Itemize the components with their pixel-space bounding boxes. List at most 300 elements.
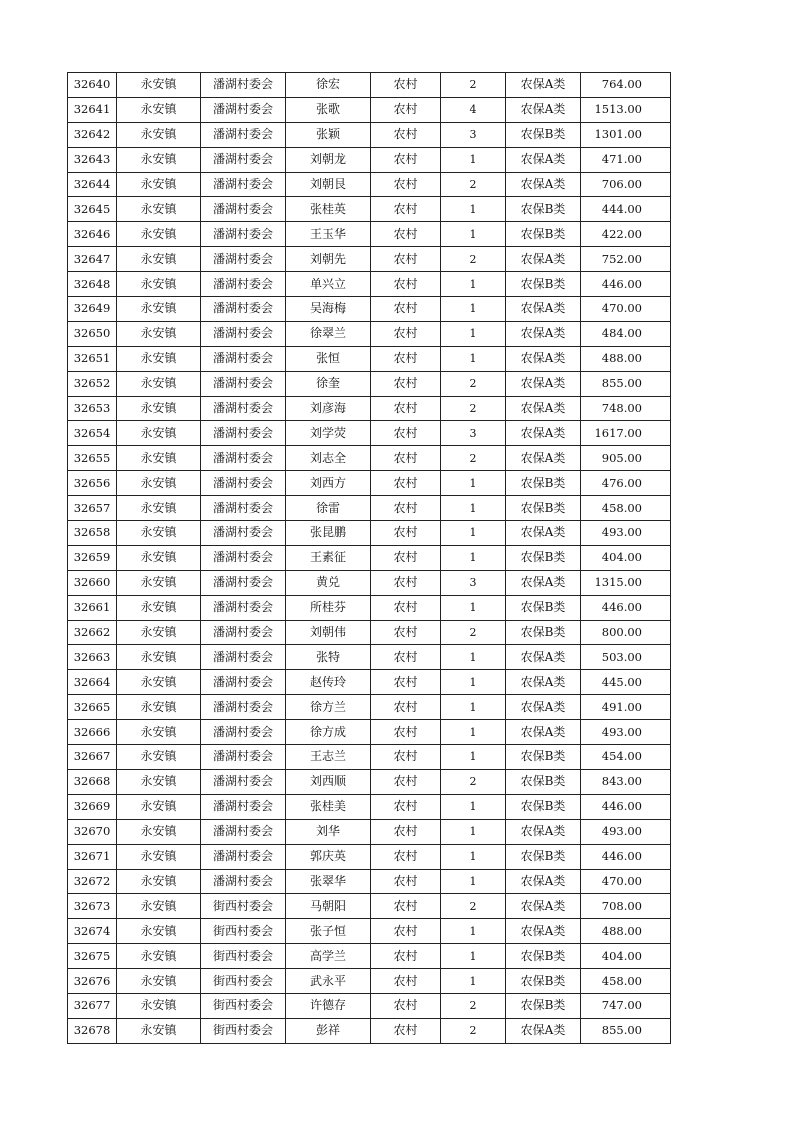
residence-type-cell: 农村 — [371, 545, 441, 570]
insurance-category-cell: 农保B类 — [506, 197, 581, 222]
residence-type-cell: 农村 — [371, 122, 441, 147]
insurance-category-cell: 农保A类 — [506, 73, 581, 98]
table-row — [68, 894, 671, 919]
insurance-category-cell: 农保A类 — [506, 869, 581, 894]
insurance-category-cell: 农保B类 — [506, 496, 581, 521]
record-id-cell: 32676 — [68, 969, 117, 994]
record-id-cell: 32653 — [68, 396, 117, 421]
insurance-category-cell: 农保A类 — [506, 919, 581, 944]
residence-type-cell: 农村 — [371, 844, 441, 869]
town-cell: 永安镇 — [117, 272, 201, 297]
village-committee-cell: 潘湖村委会 — [201, 695, 286, 720]
person-name-cell: 徐雷 — [286, 496, 371, 521]
household-count-cell: 1 — [441, 595, 506, 620]
village-committee-cell: 潘湖村委会 — [201, 769, 286, 794]
person-name-cell: 刘朝龙 — [286, 147, 371, 172]
residence-type-cell: 农村 — [371, 794, 441, 819]
residence-type-cell: 农村 — [371, 670, 441, 695]
amount-cell: 446.00 — [581, 844, 671, 869]
table-row — [68, 446, 671, 471]
record-id-cell: 32654 — [68, 421, 117, 446]
village-committee-cell: 潘湖村委会 — [201, 147, 286, 172]
amount-cell: 493.00 — [581, 521, 671, 546]
insurance-category-cell: 农保B类 — [506, 969, 581, 994]
residence-type-cell: 农村 — [371, 172, 441, 197]
village-committee-cell: 潘湖村委会 — [201, 496, 286, 521]
residence-type-cell: 农村 — [371, 745, 441, 770]
table-row — [68, 819, 671, 844]
residence-type-cell: 农村 — [371, 969, 441, 994]
table-row — [68, 321, 671, 346]
record-id-cell: 32645 — [68, 197, 117, 222]
insurance-category-cell: 农保A类 — [506, 247, 581, 272]
village-committee-cell: 街西村委会 — [201, 919, 286, 944]
person-name-cell: 刘西顺 — [286, 769, 371, 794]
record-id-cell: 32648 — [68, 272, 117, 297]
town-cell: 永安镇 — [117, 844, 201, 869]
household-count-cell: 3 — [441, 570, 506, 595]
amount-cell: 446.00 — [581, 272, 671, 297]
insurance-category-cell: 农保A类 — [506, 894, 581, 919]
table-row — [68, 645, 671, 670]
record-id-cell: 32671 — [68, 844, 117, 869]
record-id-cell: 32669 — [68, 794, 117, 819]
town-cell: 永安镇 — [117, 73, 201, 98]
town-cell: 永安镇 — [117, 222, 201, 247]
table-row — [68, 122, 671, 147]
insurance-category-cell: 农保B类 — [506, 545, 581, 570]
insurance-category-cell: 农保B类 — [506, 944, 581, 969]
household-count-cell: 2 — [441, 172, 506, 197]
residence-type-cell: 农村 — [371, 73, 441, 98]
residence-type-cell: 农村 — [371, 147, 441, 172]
record-id-cell: 32646 — [68, 222, 117, 247]
town-cell: 永安镇 — [117, 969, 201, 994]
insurance-category-cell: 农保B类 — [506, 620, 581, 645]
town-cell: 永安镇 — [117, 147, 201, 172]
village-committee-cell: 街西村委会 — [201, 969, 286, 994]
village-committee-cell: 潘湖村委会 — [201, 222, 286, 247]
town-cell: 永安镇 — [117, 122, 201, 147]
village-committee-cell: 潘湖村委会 — [201, 73, 286, 98]
household-count-cell: 1 — [441, 496, 506, 521]
insurance-category-cell: 农保A类 — [506, 720, 581, 745]
town-cell: 永安镇 — [117, 769, 201, 794]
record-id-cell: 32674 — [68, 919, 117, 944]
table-row — [68, 844, 671, 869]
household-count-cell: 3 — [441, 122, 506, 147]
town-cell: 永安镇 — [117, 944, 201, 969]
amount-cell: 446.00 — [581, 794, 671, 819]
record-id-cell: 32663 — [68, 645, 117, 670]
household-count-cell: 1 — [441, 919, 506, 944]
residence-type-cell: 农村 — [371, 869, 441, 894]
insurance-category-cell: 农保B类 — [506, 595, 581, 620]
insurance-category-cell: 农保A类 — [506, 446, 581, 471]
household-count-cell: 1 — [441, 222, 506, 247]
table-row — [68, 297, 671, 322]
record-id-cell: 32670 — [68, 819, 117, 844]
record-id-cell: 32677 — [68, 993, 117, 1018]
village-committee-cell: 潘湖村委会 — [201, 97, 286, 122]
village-committee-cell: 潘湖村委会 — [201, 371, 286, 396]
person-name-cell: 徐宏 — [286, 73, 371, 98]
record-id-cell: 32660 — [68, 570, 117, 595]
record-id-cell: 32641 — [68, 97, 117, 122]
person-name-cell: 赵传玲 — [286, 670, 371, 695]
person-name-cell: 吴海梅 — [286, 297, 371, 322]
table-row — [68, 346, 671, 371]
household-count-cell: 1 — [441, 844, 506, 869]
household-count-cell: 1 — [441, 969, 506, 994]
record-id-cell: 32650 — [68, 321, 117, 346]
table-row — [68, 97, 671, 122]
record-id-cell: 32665 — [68, 695, 117, 720]
residence-type-cell: 农村 — [371, 819, 441, 844]
person-name-cell: 刘华 — [286, 819, 371, 844]
amount-cell: 444.00 — [581, 197, 671, 222]
insurance-category-cell: 农保A类 — [506, 645, 581, 670]
table-row — [68, 197, 671, 222]
household-count-cell: 1 — [441, 745, 506, 770]
village-committee-cell: 潘湖村委会 — [201, 321, 286, 346]
residence-type-cell: 农村 — [371, 645, 441, 670]
table-row — [68, 595, 671, 620]
table-row — [68, 993, 671, 1018]
person-name-cell: 张翠华 — [286, 869, 371, 894]
person-name-cell: 张桂英 — [286, 197, 371, 222]
residence-type-cell: 农村 — [371, 222, 441, 247]
amount-cell: 1513.00 — [581, 97, 671, 122]
household-count-cell: 2 — [441, 1018, 506, 1043]
amount-cell: 503.00 — [581, 645, 671, 670]
insurance-category-cell: 农保A类 — [506, 670, 581, 695]
village-committee-cell: 潘湖村委会 — [201, 396, 286, 421]
person-name-cell: 徐奎 — [286, 371, 371, 396]
person-name-cell: 刘朝伟 — [286, 620, 371, 645]
household-count-cell: 1 — [441, 521, 506, 546]
record-id-cell: 32664 — [68, 670, 117, 695]
town-cell: 永安镇 — [117, 695, 201, 720]
person-name-cell: 张恒 — [286, 346, 371, 371]
table-row — [68, 944, 671, 969]
amount-cell: 488.00 — [581, 919, 671, 944]
amount-cell: 404.00 — [581, 944, 671, 969]
residence-type-cell: 农村 — [371, 297, 441, 322]
table-row — [68, 769, 671, 794]
town-cell: 永安镇 — [117, 371, 201, 396]
town-cell: 永安镇 — [117, 496, 201, 521]
insurance-category-cell: 农保A类 — [506, 1018, 581, 1043]
record-id-cell: 32655 — [68, 446, 117, 471]
household-count-cell: 1 — [441, 297, 506, 322]
town-cell: 永安镇 — [117, 421, 201, 446]
town-cell: 永安镇 — [117, 446, 201, 471]
village-committee-cell: 潘湖村委会 — [201, 869, 286, 894]
amount-cell: 488.00 — [581, 346, 671, 371]
table-row — [68, 720, 671, 745]
insurance-category-cell: 农保A类 — [506, 521, 581, 546]
household-count-cell: 1 — [441, 819, 506, 844]
amount-cell: 458.00 — [581, 496, 671, 521]
amount-cell: 454.00 — [581, 745, 671, 770]
village-committee-cell: 潘湖村委会 — [201, 819, 286, 844]
residence-type-cell: 农村 — [371, 446, 441, 471]
household-count-cell: 2 — [441, 247, 506, 272]
residence-type-cell: 农村 — [371, 769, 441, 794]
table-row — [68, 570, 671, 595]
amount-cell: 843.00 — [581, 769, 671, 794]
person-name-cell: 王志兰 — [286, 745, 371, 770]
amount-cell: 747.00 — [581, 993, 671, 1018]
amount-cell: 1617.00 — [581, 421, 671, 446]
residence-type-cell: 农村 — [371, 247, 441, 272]
household-count-cell: 2 — [441, 993, 506, 1018]
record-id-cell: 32678 — [68, 1018, 117, 1043]
person-name-cell: 武永平 — [286, 969, 371, 994]
table-row — [68, 794, 671, 819]
village-committee-cell: 潘湖村委会 — [201, 844, 286, 869]
table-row — [68, 745, 671, 770]
person-name-cell: 单兴立 — [286, 272, 371, 297]
amount-cell: 708.00 — [581, 894, 671, 919]
household-count-cell: 1 — [441, 147, 506, 172]
residence-type-cell: 农村 — [371, 570, 441, 595]
amount-cell: 1315.00 — [581, 570, 671, 595]
table-row — [68, 371, 671, 396]
residence-type-cell: 农村 — [371, 620, 441, 645]
person-name-cell: 刘朝先 — [286, 247, 371, 272]
record-id-cell: 32675 — [68, 944, 117, 969]
amount-cell: 422.00 — [581, 222, 671, 247]
household-count-cell: 1 — [441, 670, 506, 695]
record-id-cell: 32673 — [68, 894, 117, 919]
household-count-cell: 1 — [441, 545, 506, 570]
town-cell: 永安镇 — [117, 1018, 201, 1043]
household-count-cell: 3 — [441, 421, 506, 446]
insurance-category-cell: 农保A类 — [506, 172, 581, 197]
record-id-cell: 32666 — [68, 720, 117, 745]
table-row — [68, 919, 671, 944]
residence-type-cell: 农村 — [371, 471, 441, 496]
residence-type-cell: 农村 — [371, 720, 441, 745]
residence-type-cell: 农村 — [371, 496, 441, 521]
amount-cell: 855.00 — [581, 1018, 671, 1043]
village-committee-cell: 街西村委会 — [201, 1018, 286, 1043]
amount-cell: 905.00 — [581, 446, 671, 471]
town-cell: 永安镇 — [117, 819, 201, 844]
residence-type-cell: 农村 — [371, 894, 441, 919]
town-cell: 永安镇 — [117, 172, 201, 197]
town-cell: 永安镇 — [117, 645, 201, 670]
record-id-cell: 32672 — [68, 869, 117, 894]
insurance-category-cell: 农保A类 — [506, 346, 581, 371]
table-row — [68, 969, 671, 994]
insurance-category-cell: 农保B类 — [506, 794, 581, 819]
village-committee-cell: 潘湖村委会 — [201, 521, 286, 546]
village-committee-cell: 潘湖村委会 — [201, 297, 286, 322]
record-id-cell: 32649 — [68, 297, 117, 322]
amount-cell: 404.00 — [581, 545, 671, 570]
record-id-cell: 32659 — [68, 545, 117, 570]
household-count-cell: 2 — [441, 769, 506, 794]
village-committee-cell: 潘湖村委会 — [201, 620, 286, 645]
person-name-cell: 张特 — [286, 645, 371, 670]
amount-cell: 445.00 — [581, 670, 671, 695]
town-cell: 永安镇 — [117, 919, 201, 944]
person-name-cell: 刘学荧 — [286, 421, 371, 446]
town-cell: 永安镇 — [117, 595, 201, 620]
person-name-cell: 徐翠兰 — [286, 321, 371, 346]
record-id-cell: 32658 — [68, 521, 117, 546]
town-cell: 永安镇 — [117, 471, 201, 496]
town-cell: 永安镇 — [117, 197, 201, 222]
residence-type-cell: 农村 — [371, 346, 441, 371]
insurance-category-cell: 农保A类 — [506, 371, 581, 396]
amount-cell: 800.00 — [581, 620, 671, 645]
amount-cell: 748.00 — [581, 396, 671, 421]
town-cell: 永安镇 — [117, 869, 201, 894]
table-row — [68, 272, 671, 297]
village-committee-cell: 潘湖村委会 — [201, 645, 286, 670]
household-count-cell: 1 — [441, 944, 506, 969]
household-count-cell: 1 — [441, 869, 506, 894]
person-name-cell: 许德存 — [286, 993, 371, 1018]
village-committee-cell: 潘湖村委会 — [201, 570, 286, 595]
amount-cell: 1301.00 — [581, 122, 671, 147]
household-count-cell: 2 — [441, 446, 506, 471]
person-name-cell: 张桂美 — [286, 794, 371, 819]
amount-cell: 855.00 — [581, 371, 671, 396]
table-row — [68, 545, 671, 570]
town-cell: 永安镇 — [117, 521, 201, 546]
insurance-category-cell: 农保A类 — [506, 570, 581, 595]
person-name-cell: 马朝阳 — [286, 894, 371, 919]
record-id-cell: 32661 — [68, 595, 117, 620]
person-name-cell: 张颖 — [286, 122, 371, 147]
person-name-cell: 刘志全 — [286, 446, 371, 471]
person-name-cell: 黄兑 — [286, 570, 371, 595]
record-id-cell: 32657 — [68, 496, 117, 521]
residence-type-cell: 农村 — [371, 421, 441, 446]
village-committee-cell: 潘湖村委会 — [201, 346, 286, 371]
residence-type-cell: 农村 — [371, 595, 441, 620]
household-count-cell: 1 — [441, 272, 506, 297]
village-committee-cell: 街西村委会 — [201, 894, 286, 919]
table-row — [68, 73, 671, 98]
insurance-category-cell: 农保B类 — [506, 222, 581, 247]
person-name-cell: 张昆鹏 — [286, 521, 371, 546]
person-name-cell: 郭庆英 — [286, 844, 371, 869]
record-id-cell: 32642 — [68, 122, 117, 147]
residence-type-cell: 农村 — [371, 321, 441, 346]
residence-type-cell: 农村 — [371, 1018, 441, 1043]
town-cell: 永安镇 — [117, 570, 201, 595]
person-name-cell: 王玉华 — [286, 222, 371, 247]
town-cell: 永安镇 — [117, 620, 201, 645]
person-name-cell: 刘朝艮 — [286, 172, 371, 197]
residence-type-cell: 农村 — [371, 695, 441, 720]
insurance-category-cell: 农保B类 — [506, 122, 581, 147]
table-row — [68, 695, 671, 720]
table-row — [68, 421, 671, 446]
person-name-cell: 高学兰 — [286, 944, 371, 969]
village-committee-cell: 街西村委会 — [201, 944, 286, 969]
town-cell: 永安镇 — [117, 545, 201, 570]
table-row — [68, 247, 671, 272]
residence-type-cell: 农村 — [371, 272, 441, 297]
insurance-category-cell: 农保A类 — [506, 297, 581, 322]
village-committee-cell: 潘湖村委会 — [201, 670, 286, 695]
household-count-cell: 2 — [441, 894, 506, 919]
table-row — [68, 1018, 671, 1043]
household-count-cell: 1 — [441, 346, 506, 371]
insurance-category-cell: 农保A类 — [506, 396, 581, 421]
person-name-cell: 刘西方 — [286, 471, 371, 496]
insurance-category-cell: 农保A类 — [506, 147, 581, 172]
benefit-table — [67, 72, 671, 1044]
record-id-cell: 32662 — [68, 620, 117, 645]
table-row — [68, 670, 671, 695]
table-body — [68, 73, 671, 1044]
record-id-cell: 32667 — [68, 745, 117, 770]
village-committee-cell: 潘湖村委会 — [201, 247, 286, 272]
household-count-cell: 1 — [441, 720, 506, 745]
table-row — [68, 521, 671, 546]
household-count-cell: 2 — [441, 396, 506, 421]
amount-cell: 470.00 — [581, 297, 671, 322]
record-id-cell: 32644 — [68, 172, 117, 197]
village-committee-cell: 潘湖村委会 — [201, 471, 286, 496]
town-cell: 永安镇 — [117, 993, 201, 1018]
record-id-cell: 32640 — [68, 73, 117, 98]
town-cell: 永安镇 — [117, 794, 201, 819]
village-committee-cell: 潘湖村委会 — [201, 421, 286, 446]
record-id-cell: 32652 — [68, 371, 117, 396]
household-count-cell: 1 — [441, 321, 506, 346]
village-committee-cell: 潘湖村委会 — [201, 272, 286, 297]
household-count-cell: 1 — [441, 695, 506, 720]
town-cell: 永安镇 — [117, 97, 201, 122]
person-name-cell: 徐方成 — [286, 720, 371, 745]
village-committee-cell: 潘湖村委会 — [201, 595, 286, 620]
insurance-category-cell: 农保B类 — [506, 769, 581, 794]
town-cell: 永安镇 — [117, 670, 201, 695]
household-count-cell: 2 — [441, 371, 506, 396]
town-cell: 永安镇 — [117, 346, 201, 371]
amount-cell: 476.00 — [581, 471, 671, 496]
residence-type-cell: 农村 — [371, 371, 441, 396]
insurance-category-cell: 农保A类 — [506, 819, 581, 844]
table-row — [68, 222, 671, 247]
record-id-cell: 32656 — [68, 471, 117, 496]
residence-type-cell: 农村 — [371, 396, 441, 421]
town-cell: 永安镇 — [117, 297, 201, 322]
insurance-category-cell: 农保B类 — [506, 471, 581, 496]
amount-cell: 446.00 — [581, 595, 671, 620]
insurance-category-cell: 农保A类 — [506, 321, 581, 346]
residence-type-cell: 农村 — [371, 197, 441, 222]
insurance-category-cell: 农保A类 — [506, 421, 581, 446]
residence-type-cell: 农村 — [371, 97, 441, 122]
table-row — [68, 471, 671, 496]
amount-cell: 458.00 — [581, 969, 671, 994]
village-committee-cell: 潘湖村委会 — [201, 720, 286, 745]
household-count-cell: 1 — [441, 645, 506, 670]
table-row — [68, 396, 671, 421]
table-row — [68, 496, 671, 521]
insurance-category-cell: 农保B类 — [506, 844, 581, 869]
